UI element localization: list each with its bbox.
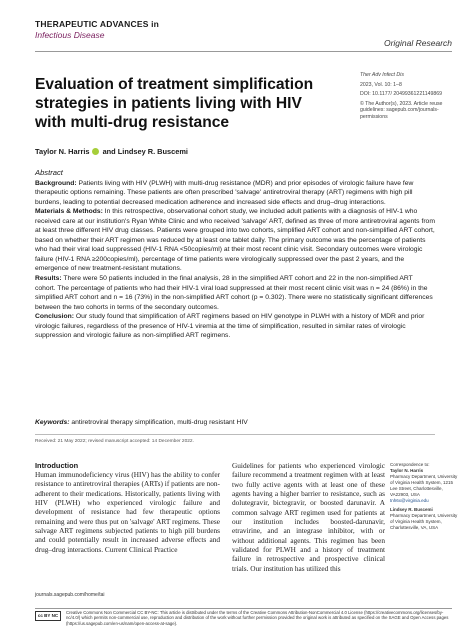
correspondence-name-2: Lindsey R. Buscemi — [390, 507, 433, 512]
article-title: Evaluation of treatment simplification strategies in patients living with HIV with multi-drug resistance — [35, 76, 314, 131]
abstract-divider — [35, 434, 435, 435]
article-metadata — [360, 72, 460, 121]
volume-info: 2023, Vol. 10: 1–8 — [360, 81, 402, 88]
orcid-icon[interactable] — [92, 148, 99, 155]
footer-divider — [35, 608, 452, 609]
abstract-methods: Materials & Methods: In this retrospective, observational cohort study, we included adult patients with a diagnosis of HIV-1 who received care at our institution's Ryan White Clinic and who received 'salvage' ART, defined as three of more antiretroviral agents from at least three different HIV drug classes. Patients were grouped into two cohorts, simplified ART cohort and non-simplified ART cohort, based on whether their ART regimen was reduced by at least one tablet daily. The primary outcome was the percentage of patients who had their viral load suppressed (HIV-1 RNA <50copies/ml) at their most recent clinic visit. Secondary outcomes were virologic failure (HIV-1 RNA ≥200copies/ml), percentage of time patients were virologically suppressed over the past 2 years, and the emergence of new treatment-resistant mutations. — [35, 208, 435, 273]
abstract-results: Results: There were 50 patients included in the final analysis, 28 in the simplified ART cohort and 22 in the non-simplified ART cohort. The percentage of patients who had their HIV-1 viral load suppressed at their most recent clinic visit was n = 24 (86%) in the simplified ART cohort and n = 16 (73%) in the non-simplified ART cohort (p = 0.302). There were no statistically significant differences between the two cohorts in terms of the secondary outcomes. — [35, 275, 433, 311]
body-column-2: Guidelines for patients who experienced virologic failure recommend a treatment regimen with at least two fully active agents with at least one of these agents having a higher barrier to resistance, such as dolutegravir, bictegravir, or boosted darunavir. A common salvage ART regimen used for patients at our institution includes boosted-darunavir, etravirine, and an integrase inhibitor, with or without additional agents. This regimen has been validated for PLWH and a history of treatment failure in retrospective and prospective clinical trials. Our institution has utilized this — [232, 461, 385, 573]
creative-commons-icon: cc BY NC — [35, 611, 61, 621]
correspondence-label: Correspondence to: — [390, 462, 430, 467]
copyright: © The Author(s), 2023. Article reuse guidelines: sagepub.com/journals-permissions — [360, 100, 443, 120]
correspondence-address-1: Pharmacy Department, University of Virginia Health System, 1215 Lee Street, Charlottesville, VA22903, USA — [390, 474, 458, 497]
article-type: Original Research — [383, 38, 452, 48]
correspondence-address-2: Pharmacy Department, University of Virginia Health System, Charlottesville, VA, USA — [390, 513, 458, 530]
keywords — [35, 419, 435, 426]
abstract-background: Background: Patients living with HIV (PLWH) with multi-drug resistance (MDR) and prior episodes of virologic failure have few therapeutic options remaining. These patients are often prescribed 'salvage' antiretroviral therapy (ART) regimens with high pill burdens, leading to potential decreased medication adherence and increased side effects and drug–drug interactions. — [35, 179, 414, 206]
journal-name: THERAPEUTIC ADVANCES in — [35, 19, 160, 29]
abstract — [35, 168, 435, 341]
author-line — [35, 147, 188, 156]
author-1[interactable]: Taylor N. Harris — [35, 147, 90, 156]
author-2[interactable]: and Lindsey R. Buscemi — [102, 147, 188, 156]
header-divider — [35, 51, 452, 52]
abstract-heading: Abstract — [35, 168, 63, 177]
license-text: Creative Commons Non Commercial CC BY-NC: This article is distributed under the terms of the Creative Commons Attribution-NonCommercial 4.0 License (https://creativecommons.org/licenses/by-nc/4.0/) which permits non-commercial use, reproduction and distribution of the work without further permission provided the original work is attributed as specified on the SAGE and Open Access pages (https://us.sagepub.com/en-us/nam/open-access-at-sage). — [66, 610, 449, 626]
introduction-heading: Introduction — [35, 461, 79, 470]
body-column-1: Human immunodeficiency virus (HIV) has the ability to confer resistance to antiretroviral therapies (ARTs) if patients are non-adherent to their medications. Historically, patients living with HIV (PLWH) who experienced virologic failure and development of resistance had few therapeutic options remaining and were thus put on 'salvage' ART regimens. These salvage ART regimens subjected patients to high pill burdens and could potentially result in increased adverse effects and drug–drug interactions. Current Clinical Practice — [35, 470, 220, 554]
submission-dates: Received: 21 May 2022; revised manuscript accepted: 14 December 2022. — [35, 439, 194, 444]
doi: DOI: 10.1177/ 20499361221149869 — [360, 91, 443, 98]
keywords-label: Keywords: — [35, 419, 70, 426]
abstract-conclusion: Conclusion: Our study found that simplification of ART regimens based on HIV genotype in PLWH with a history of MDR and prior virologic failures, regardless of the presence of HIV-1 viremia at the time of simplification, resulted in similar rates of virologic suppression and virologic failure as non-simplified ART regimens. — [35, 313, 425, 340]
journal-abbreviation: Ther Adv Infect Dis — [360, 72, 404, 78]
footer-url[interactable]: journals.sagepub.com/home/tai — [35, 592, 105, 598]
keywords-text: antiretroviral therapy simplification, multi-drug resistant HIV — [71, 419, 248, 426]
correspondence-email[interactable]: tnh6x@virginia.edu — [390, 498, 429, 503]
correspondence-name-1: Taylor N. Harris — [390, 468, 424, 473]
journal-subject: Infectious Disease — [35, 30, 105, 40]
correspondence — [390, 462, 460, 531]
